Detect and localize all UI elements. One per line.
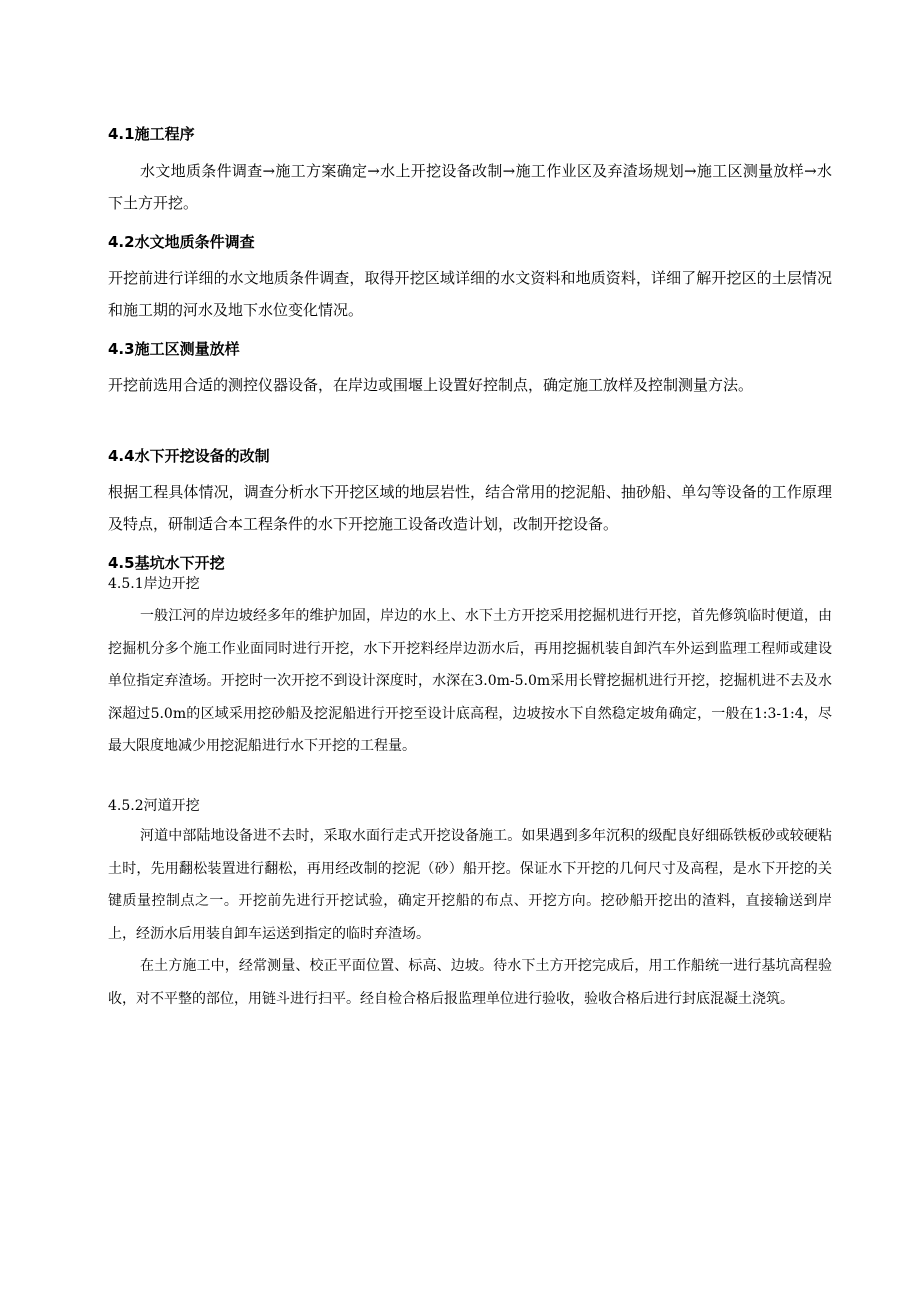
section-4-1-body: 水文地质条件调查→施工方案确定→水上开挖设备改制→施工作业区及弃渣场规划→施工区测量放样→水下土方开挖。 xyxy=(108,162,832,212)
section-4-5-heading: 4.5基坑水下开挖 xyxy=(108,554,225,572)
section-4-3-heading: 4.3施工区测量放样 xyxy=(108,340,240,358)
section-4-4-body: 根据工程具体情况，调查分析水下开挖区域的地层岩性，结合常用的挖泥船、抽砂船、单勾等设备的工作原理及特点，研制适合本工程条件的水下开挖施工设备改造计划，改制开挖设备。 xyxy=(108,483,832,533)
subsection-4-5-2-paragraph-2: 在土方施工中，经常测量、校正平面位置、标高、边坡。待水下土方开挖完成后，用工作船统一进行基坑高程验收，对不平整的部位，用链斗进行扫平。经自检合格后报监理单位进行验收，验收合格后进行封底混凝土浇筑。 xyxy=(108,958,832,1007)
section-4-2-body: 开挖前进行详细的水文地质条件调查，取得开挖区域详细的水文资料和地质资料，详细了解开挖区的土层情况和施工期的河水及地下水位变化情况。 xyxy=(108,269,832,319)
subsection-4-5-1-heading: 4.5.1岸边开挖 xyxy=(108,576,200,592)
subsection-4-5-2-paragraph-1: 河道中部陆地设备进不去时，采取水面行走式开挖设备施工。如果遇到多年沉积的级配良好细砾铁板砂或较硬粘土时，先用翻松装置进行翻松，再用经改制的挖泥（砂）船开挖。保证水下开挖的几何尺寸及高程，是水下开挖的关键质量控制点之一。开挖前先进行开挖试验，确定开挖船的布点、开挖方向。挖砂船开挖出的渣料，直接输送到岸上，经沥水后用装自卸车运送到指定的临时弃渣场。 xyxy=(108,828,832,942)
subsection-4-5-1-paragraph: 一般江河的岸边坡经多年的维护加固，岸边的水上、水下土方开挖采用挖掘机进行开挖，首先修筑临时便道，由挖掘机分多个施工作业面同时进行开挖，水下开挖料经岸边沥水后，再用挖掘机装自卸汽车外运到监理工程师或建设单位指定弃渣场。开挖时一次开挖不到设计深度时，水深在3.0m-5.0m采用长臂挖掘机进行开挖，挖掘机进不去及水深超过5.0m的区域采用挖砂船及挖泥船进行开挖至设计底高程，边坡按水下自然稳定坡角确定，一般在1:3-1:4，尽最大限度地减少用挖泥船进行水下开挖的工程量。 xyxy=(108,608,832,754)
section-4-1-heading: 4.1施工程序 xyxy=(108,125,195,143)
subsection-4-5-2-heading: 4.5.2河道开挖 xyxy=(108,798,200,814)
section-4-4-heading: 4.4水下开挖设备的改制 xyxy=(108,447,270,465)
section-4-3-body: 开挖前选用合适的测控仪器设备，在岸边或围堰上设置好控制点，确定施工放样及控制测量方法。 xyxy=(108,376,754,394)
section-4-2-heading: 4.2水文地质条件调查 xyxy=(108,233,255,251)
